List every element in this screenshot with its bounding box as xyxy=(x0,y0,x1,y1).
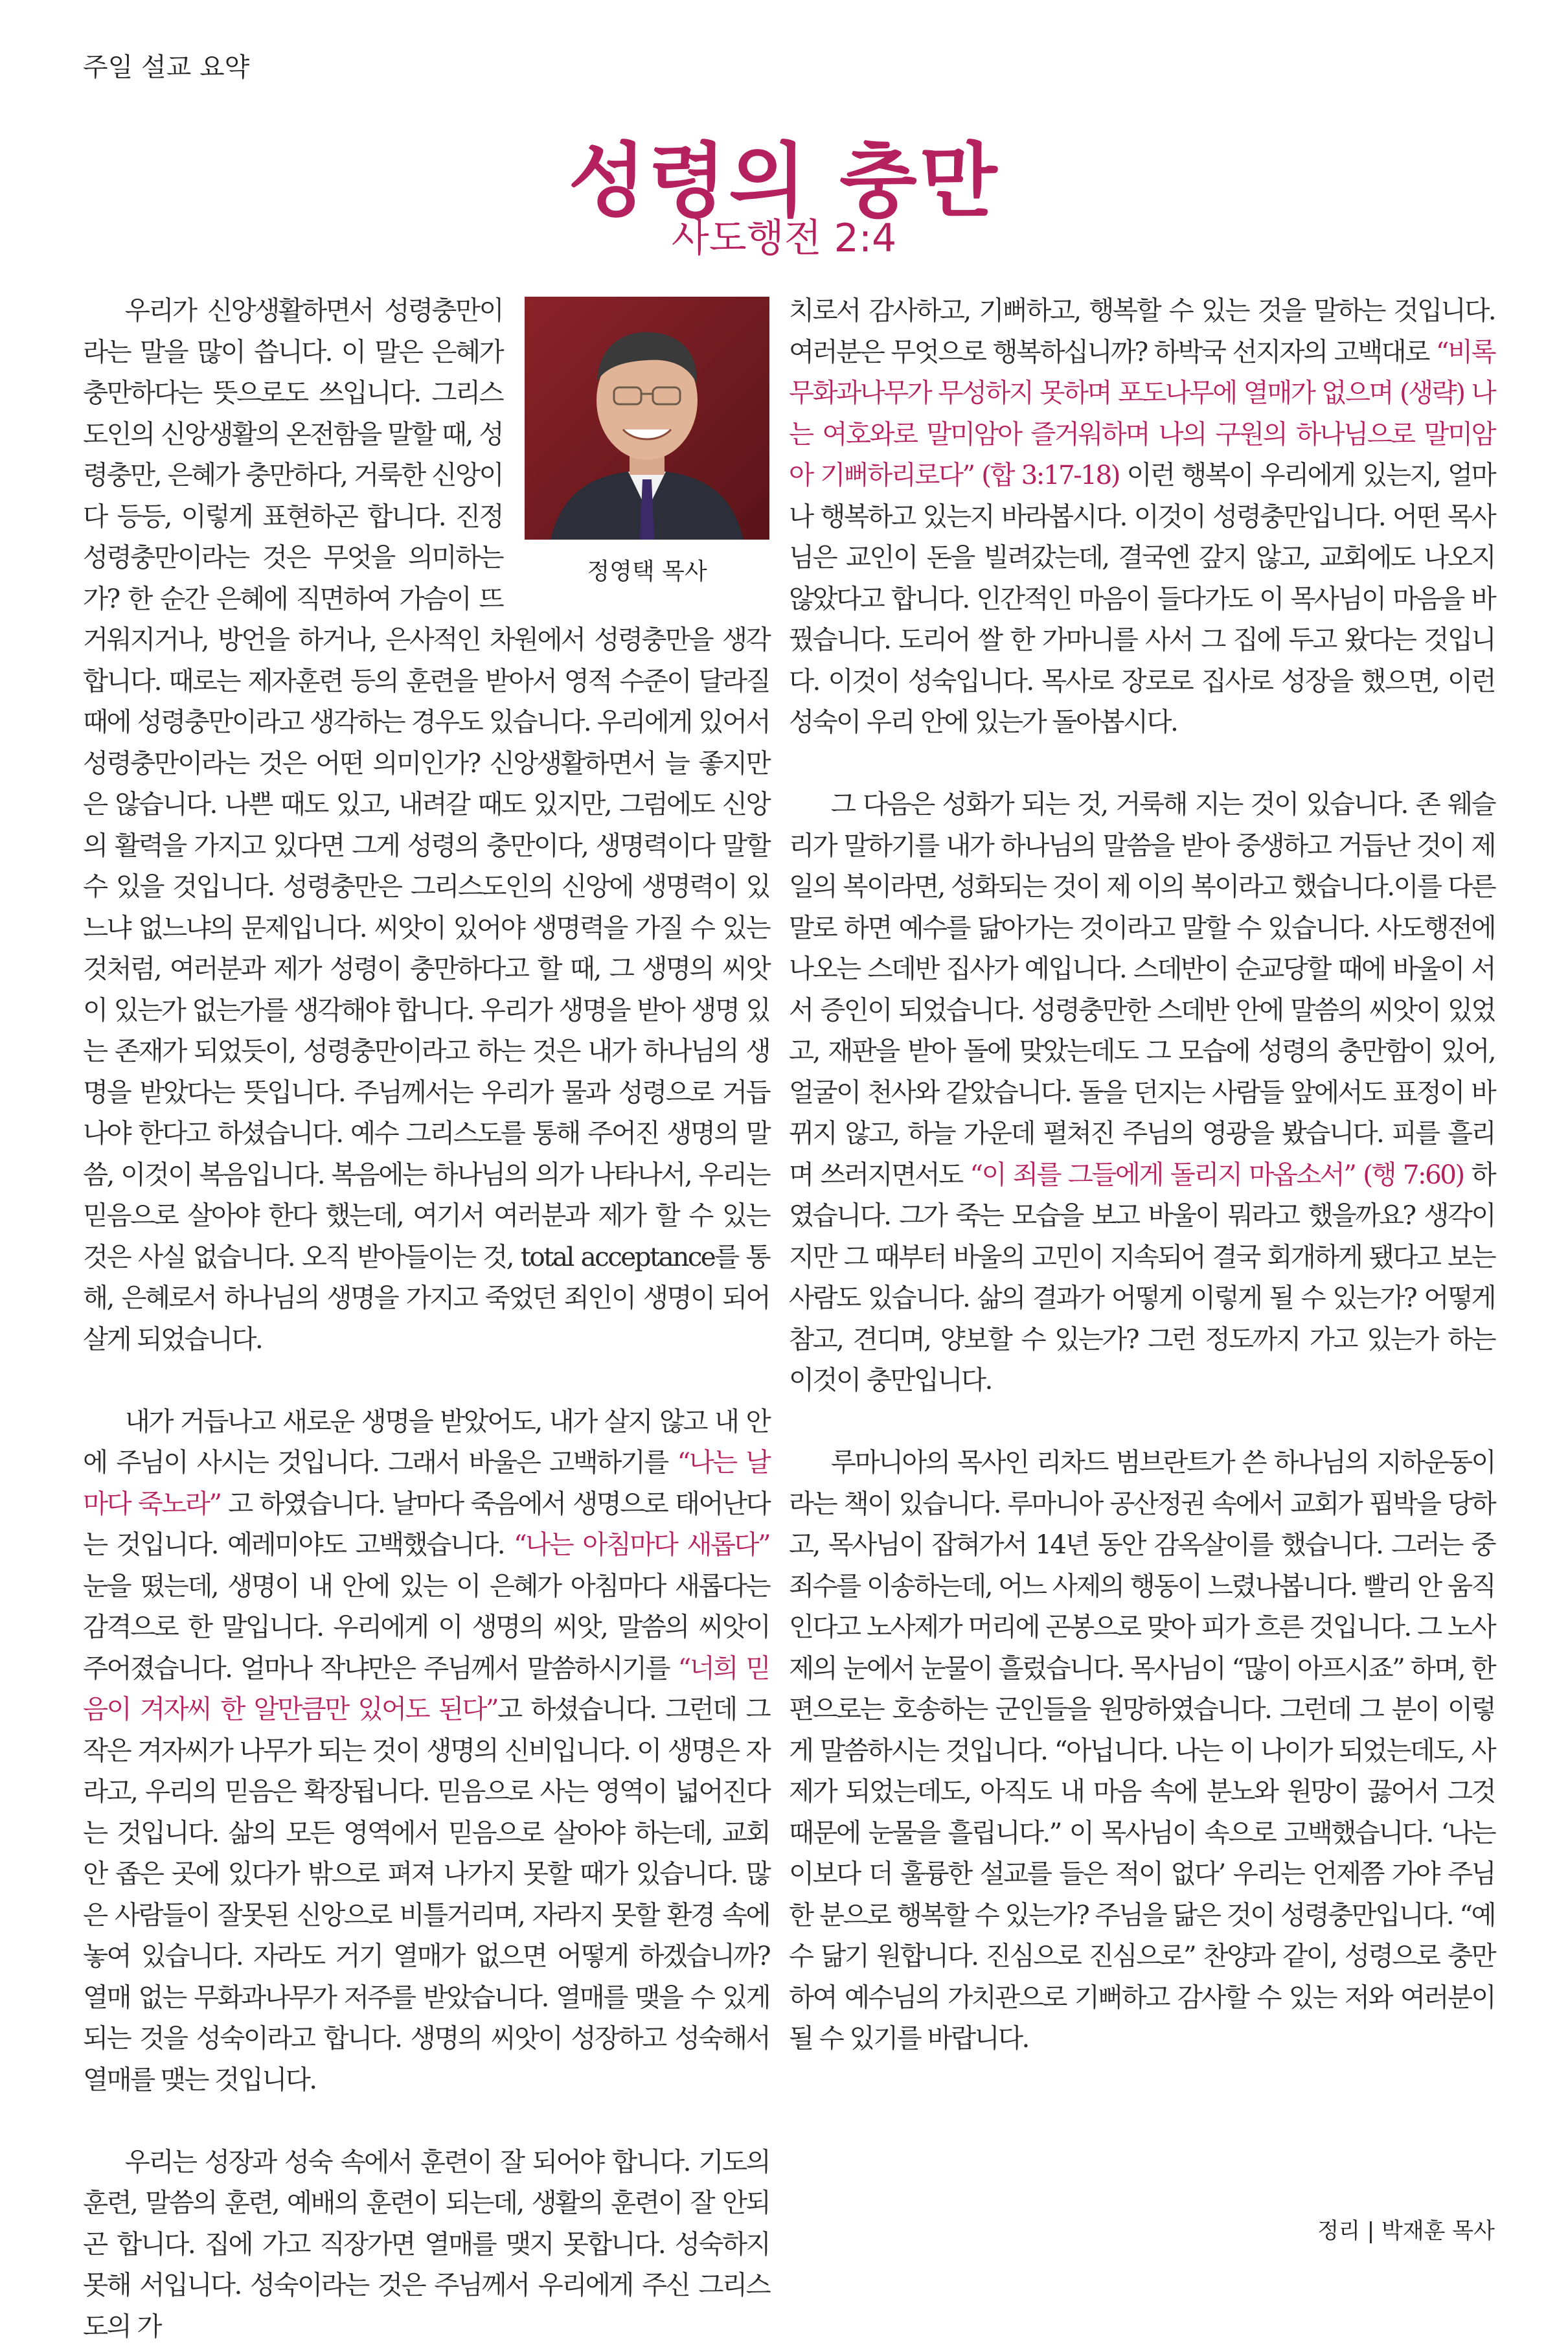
right-paragraph-1: 치로서 감사하고, 기뻐하고, 행복할 수 있는 것을 말하는 것입니다. 여러분은 무엇으로 행복하십니까? 하박국 선지자의 고백대로 “비록 무화과나무가 무성하지 못하며 포도나무에 열매가 없으며 (생략) 나는 여호와로 말미암아 즐거워하며 나의 구원의 하나님으로 말미암아 기뻐하리로다” (합 3:17-18) 이런 행복이 우리에게 있는지, 얼마나 행복하고 있는지 바라봅시다. 이것이 성령충만입니다. 어떤 목사님은 교인이 돈을 빌려갔는데, 결국엔 갚지 않고, 교회에도 나오지 않았다고 합니다. 인간적인 마음이 들다가도 이 목사님이 마음을 바꿨습니다. 도리어 쌀 한 가마니를 사서 그 집에 두고 왔다는 것입니다. 이것이 성숙입니다. 목사로 장로로 집사로 성장을 했으면, 이런 성숙이 우리 안에 있는가 돌아봅시다. xyxy=(789,290,1495,743)
left-paragraph-3: 우리는 성장과 성숙 속에서 훈련이 잘 되어야 합니다. 기도의 훈련, 말씀의 훈련, 예배의 훈련이 되는데, 생활의 훈련이 잘 안되곤 합니다. 집에 가고 직장가면 열매를 맺지 못합니다. 성숙하지 못해 서입니다. 성숙이라는 것은 주님께서 우리에게 주신 그리스도의 가 xyxy=(83,2142,769,2347)
bible-quote-1: “나는 날마다 죽노라” xyxy=(83,1447,769,1519)
right-column xyxy=(789,290,1495,2059)
left-column xyxy=(83,290,769,2347)
pastor-photo xyxy=(525,297,769,540)
bible-quote-3: “너희 믿음이 겨자씨 한 알만큼만 있어도 된다” xyxy=(83,1653,769,1725)
left-paragraph-2: 내가 거듭나고 새로운 생명을 받았어도, 내가 살지 않고 내 안에 주님이 사시는 것입니다. 그래서 바울은 고백하기를 “나는 날마다 죽노라” 고 하였습니다. 날마다 죽음에서 생명으로 태어난다는 것입니다. 예레미야도 고백했습니다. “나는 아침마다 새롭다” 눈을 떴는데, 생명이 내 안에 있는 이 은혜가 아침마다 새롭다는 감격으로 한 말입니다. 우리에게 이 생명의 씨앗, 말씀의 씨앗이 주어졌습니다. 얼마나 작냐만은 주님께서 말씀하시기를 “너희 믿음이 겨자씨 한 알만큼만 있어도 된다”고 하셨습니다. 그런데 그 작은 겨자씨가 나무가 되는 것이 생명의 신비입니다. 이 생명은 자라고, 우리의 믿음은 확장됩니다. 믿음으로 사는 영역이 넓어진다는 것입니다. 삶의 모든 영역에서 믿음으로 살아야 하는데, 교회 안 좁은 곳에 있다가 밖으로 펴져 나가지 못할 때가 있습니다. 많은 사람들이 잘못된 신앙으로 비틀거리며, 자라지 못할 환경 속에 놓여 있습니다. 자라도 거기 열매가 없으면 어떻게 하겠습니까? 열매 없는 무화과나무가 저주를 받았습니다. 열매를 맺을 수 있게 되는 것을 성숙이라고 합니다. 생명의 씨앗이 성장하고 성숙해서 열매를 맺는 것입니다. xyxy=(83,1401,769,2101)
pastor-photo-block xyxy=(525,297,769,593)
editor-credit: 정리 | 박재훈 목사 xyxy=(1317,2213,1495,2245)
left-paragraph-1: 우리가 신앙생활하면서 성령충만이라는 말을 많이 씁니다. 이 말은 은혜가 충만하다는 뜻으로도 쓰입니다. 그리스도인의 신앙생활의 온전함을 말할 때, 성령충만, 은혜가 충만하다, 거룩한 신앙이다 등등, 이렇게 표현하곤 합니다. 진정 성령충만이라는 것은 무엇을 의미하는가? 한 순간 은혜에 직면하여 가슴이 뜨거워지거나, 방언을 하거나, 은사적인 차원에서 성령충만을 생각합니다. 때로는 제자훈련 등의 훈련을 받아서 영적 수준이 달라질 때에 성령충만이라고 생각하는 경우도 있습니다. 우리에게 있어서 성령충만이라는 것은 어떤 의미인가? 신앙생활하면서 늘 좋지만은 않습니다. 나쁜 때도 있고, 내려갈 때도 있지만, 그럼에도 신앙의 활력을 가지고 있다면 그게 성령의 충만이다, 생명력이다 말할 수 있을 것입니다. 성령충만은 그리스도인의 신앙에 생명력이 있느냐 없느냐의 문제입니다. 씨앗이 있어야 생명력을 가질 수 있는 것처럼, 여러분과 제가 성령이 충만하다고 할 때, 그 생명의 씨앗이 있는가 없는가를 생각해야 합니다. 우리가 생명을 받아 생명 있는 존재가 되었듯이, 성령충만이라고 하는 것은 내가 하나님의 생명을 받았다는 뜻입니다. 주님께서는 우리가 물과 성령으로 거듭나야 한다고 하셨습니다. 예수 그리스도를 통해 주어진 생명의 말씀, 이것이 복음입니다. 복음에는 하나님의 의가 나타나서, 우리는 믿음으로 살아야 한다 했는데, 여기서 여러분과 제가 할 수 있는 것은 사실 없습니다. 오직 받아들이는 것, total acceptance를 통해, 은혜로서 하나님의 생명을 가지고 죽었던 죄인이 생명이 되어 살게 되었습니다. xyxy=(83,290,769,1360)
bible-quote-5: “이 죄를 그들에게 돌리지 마옵소서” (행 7:60) xyxy=(970,1159,1463,1190)
bible-quote-2: “나는 아침마다 새롭다” xyxy=(514,1529,769,1560)
photo-caption: 정영택 목사 xyxy=(525,551,769,593)
section-label: 주일 설교 요약 xyxy=(83,47,249,84)
bible-quote-4: “비록 무화과나무가 무성하지 못하며 포도나무에 열매가 없으며 (생략) 나는 여호와로 말미암아 즐거워하며 나의 구원의 하나님으로 말미암아 기뻐하리로다” (합 3:17-18) xyxy=(789,336,1495,491)
right-paragraph-2: 그 다음은 성화가 되는 것, 거룩해 지는 것이 있습니다. 존 웨슬리가 말하기를 내가 하나님의 말씀을 받아 중생하고 거듭난 것이 제 일의 복이라면, 성화되는 것이 제 이의 복이라고 했습니다.이를 다른 말로 하면 예수를 닮아가는 것이라고 말할 수 있습니다. 사도행전에 나오는 스데반 집사가 예입니다. 스데반이 순교당할 때에 바울이 서서 증인이 되었습니다. 성령충만한 스데반 안에 말씀의 씨앗이 있었고, 재판을 받아 돌에 맞았는데도 그 모습에 성령의 충만함이 있어, 얼굴이 천사와 같았습니다. 돌을 던지는 사람들 앞에서도 표정이 바뀌지 않고, 하늘 가운데 펼쳐진 주님의 영광을 봤습니다. 피를 흘리며 쓰러지면서도 “이 죄를 그들에게 돌리지 마옵소서” (행 7:60) 하였습니다. 그가 죽는 모습을 보고 바울이 뭐라고 했을까요? 생각이지만 그 때부터 바울의 고민이 지속되어 결국 회개하게 됐다고 보는 사람도 있습니다. 삶의 결과가 어떻게 이렇게 될 수 있는가? 어떻게 참고, 견디며, 양보할 수 있는가? 그런 정도까지 가고 있는가 하는 이것이 충만입니다. xyxy=(789,784,1495,1401)
right-paragraph-3: 루마니아의 목사인 리차드 범브란트가 쓴 하나님의 지하운동이라는 책이 있습니다. 루마니아 공산정권 속에서 교회가 핍박을 당하고, 목사님이 잡혀가서 14년 동안 감옥살이를 했습니다. 그러는 중 죄수를 이송하는데, 어느 사제의 행동이 느렸나봅니다. 빨리 안 움직인다고 노사제가 머리에 곤봉으로 맞아 피가 흐른 것입니다. 그 노사제의 눈에서 눈물이 흘렀습니다. 목사님이 “많이 아프시죠” 하며, 한편으로는 호송하는 군인들을 원망하였습니다. 그런데 그 분이 이렇게 말씀하시는 것입니다. “아닙니다. 나는 이 나이가 되었는데도, 사제가 되었는데도, 아직도 내 마음 속에 분노와 원망이 끓어서 그것 때문에 눈물을 흘립니다.” 이 목사님이 속으로 고백했습니다. ‘나는 이보다 더 훌륭한 설교를 들은 적이 없다’ 우리는 언제쯤 가야 주님 한 분으로 행복할 수 있는가? 주님을 닮은 것이 성령충만입니다. “예수 닮기 원합니다. 진심으로 진심으로” 찬양과 같이, 성령으로 충만하여 예수님의 가치관으로 기뻐하고 감사할 수 있는 저와 여러분이 될 수 있기를 바랍니다. xyxy=(789,1442,1495,2059)
sermon-title: 성령의 충만 xyxy=(0,117,1568,232)
scripture-reference: 사도행전 2:4 xyxy=(0,207,1568,263)
